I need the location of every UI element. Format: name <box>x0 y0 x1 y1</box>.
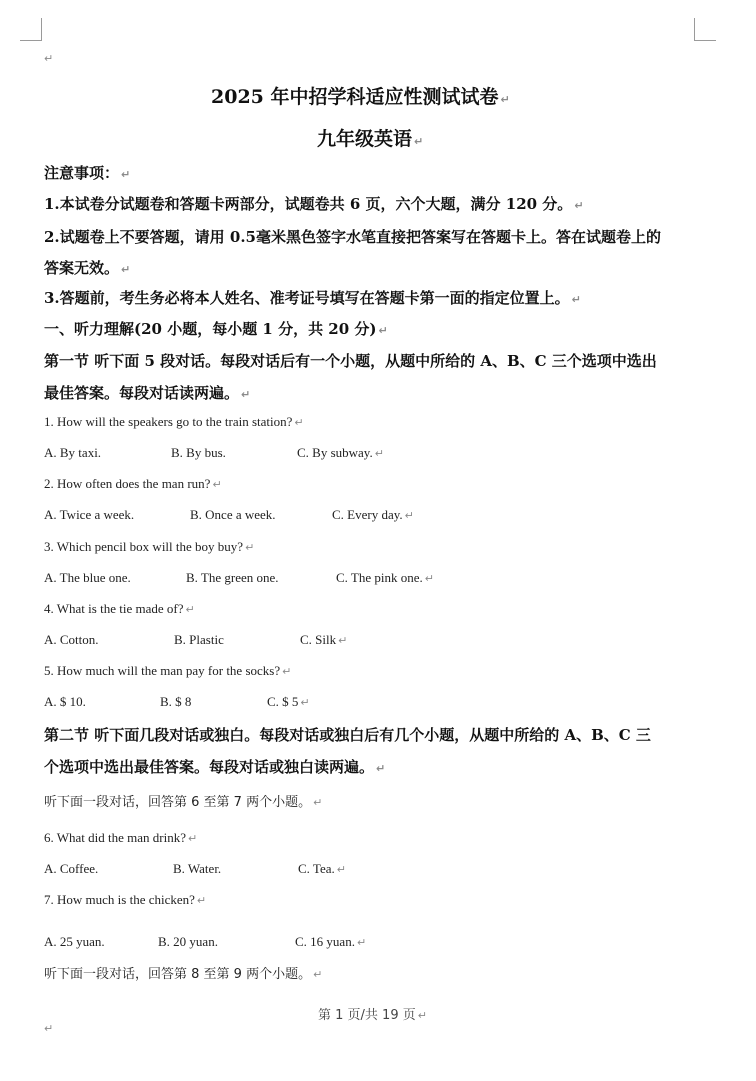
option-6c: C. Tea. ↵ <box>298 861 346 876</box>
option-6b: B. Water. <box>173 861 222 876</box>
crop-mark-top-right <box>694 40 716 41</box>
page-footer: 第 1 页/共 19 页 ↵ <box>318 1008 427 1023</box>
exam-title: 2025 年中招学科适应性测试试卷 ↵ <box>211 86 510 108</box>
crop-mark-top-right-v <box>694 18 695 40</box>
note-2-line-1: 2.试题卷上不要答题，请用 0.5毫米黑色签字水笔直接把答案写在答题卡上。答在试题卷上的 <box>44 228 661 246</box>
option-2a: A. Twice a week. <box>44 507 135 522</box>
option-4c: C. Silk ↵ <box>300 632 348 647</box>
exam-subtitle: 九年级英语 ↵ <box>317 128 424 150</box>
paragraph-mark-bottom: ↵ <box>44 1022 54 1035</box>
option-1a: A. By taxi. <box>44 445 102 460</box>
option-5c: C. $ 5 ↵ <box>267 694 310 709</box>
instruction-6-7: 听下面一段对话，回答第 6 至第 7 两个小题。 ↵ <box>44 795 323 810</box>
option-7c: C. 16 yuan. ↵ <box>295 934 367 949</box>
option-5a: A. $ 10. <box>44 694 86 709</box>
question-3: 3. Which pencil box will the boy buy? ↵ <box>44 539 255 554</box>
part1-heading: 一、听力理解(20 小题，每小题 1 分，共 20 分) ↵ <box>44 320 388 338</box>
option-5b: B. $ 8 <box>160 694 192 709</box>
question-6: 6. What did the man drink? ↵ <box>44 830 198 845</box>
note-2-line-2: 答案无效。 ↵ <box>44 259 131 277</box>
question-5: 5. How much will the man pay for the socks? ↵ <box>44 663 292 678</box>
question-2: 2. How often does the man run? ↵ <box>44 476 222 491</box>
option-3b: B. The green one. <box>186 570 279 585</box>
option-7a: A. 25 yuan. <box>44 934 105 949</box>
option-2c: C. Every day. ↵ <box>332 507 414 522</box>
question-4: 4. What is the tie made of? ↵ <box>44 601 195 616</box>
question-1: 1. How will the speakers go to the train station? ↵ <box>44 414 304 429</box>
option-3c: C. The pink one. ↵ <box>336 570 434 585</box>
section1-line-2: 最佳答案。每段对话读两遍。 ↵ <box>44 384 251 402</box>
paragraph-mark: ↵ <box>44 52 54 65</box>
crop-mark-top-left-v <box>41 18 42 40</box>
section2-line-2: 个选项中选出最佳答案。每段对话或独白读两遍。 ↵ <box>44 758 386 776</box>
section2-line-1: 第二节 听下面几段对话或独白。每段对话或独白后有几个小题，从题中所给的 A、B、C 三 <box>44 726 651 744</box>
option-6a: A. Coffee. <box>44 861 99 876</box>
option-2b: B. Once a week. <box>190 507 276 522</box>
option-7b: B. 20 yuan. <box>158 934 218 949</box>
option-3a: A. The blue one. <box>44 570 131 585</box>
note-3: 3.答题前，考生务必将本人姓名、准考证号填写在答题卡第一面的指定位置上。 ↵ <box>44 289 581 307</box>
question-7: 7. How much is the chicken? ↵ <box>44 892 207 907</box>
option-1b: B. By bus. <box>171 445 226 460</box>
section1-line-1: 第一节 听下面 5 段对话。每段对话后有一个小题，从题中所给的 A、B、C 三个选项中选出 <box>44 352 657 370</box>
instruction-8-9: 听下面一段对话，回答第 8 至第 9 两个小题。 ↵ <box>44 967 323 982</box>
notes-heading: 注意事项： ↵ <box>44 164 131 182</box>
option-1c: C. By subway. ↵ <box>297 445 384 460</box>
option-4b: B. Plastic <box>174 632 224 647</box>
option-4a: A. Cotton. <box>44 632 99 647</box>
crop-mark-top-left <box>20 40 42 41</box>
note-1: 1.本试卷分试题卷和答题卡两部分，试题卷共 6 页，六个大题，满分 120 分。 ↵ <box>44 195 584 213</box>
